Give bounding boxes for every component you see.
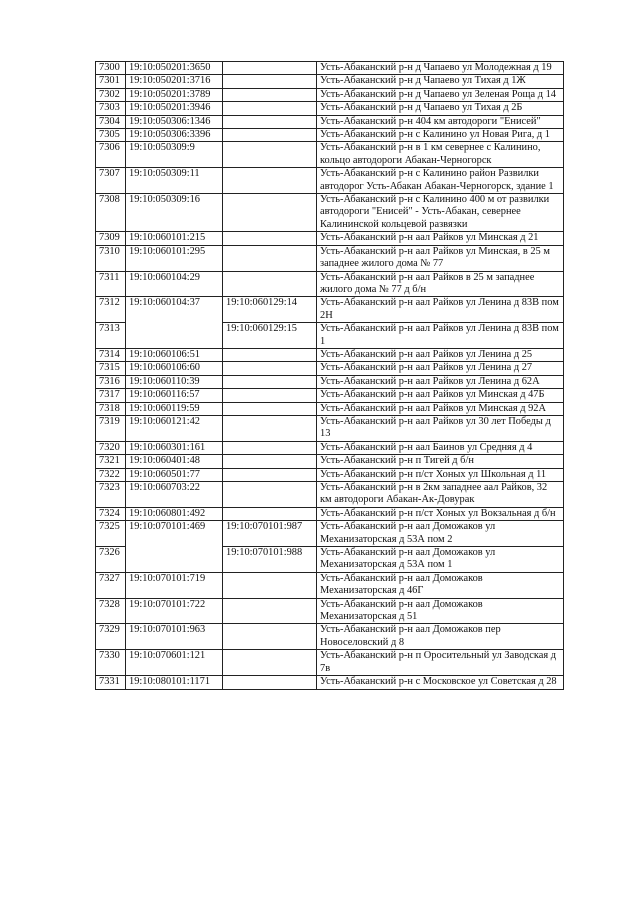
cadastral-number: 19:10:060104:37 [126, 297, 223, 349]
sub-cadastral-number [223, 168, 317, 194]
cadastral-number: 19:10:060119:59 [126, 402, 223, 415]
cadastral-number: 19:10:060101:215 [126, 232, 223, 245]
address: Усть-Абаканский р-н аал Баинов ул Средняя д 4 [317, 441, 564, 454]
row-number: 7310 [96, 245, 126, 271]
cadastral-number: 19:10:050201:3716 [126, 75, 223, 88]
table-row [96, 75, 564, 88]
registry-body [96, 62, 564, 690]
table-row [96, 402, 564, 415]
address: Усть-Абаканский р-н аал Райков ул Ленина д 83В пом 2Н [317, 297, 564, 323]
sub-cadastral-number [223, 271, 317, 297]
table-row [96, 389, 564, 402]
row-number: 7312 [96, 297, 126, 323]
sub-cadastral-number [223, 455, 317, 468]
cadastral-number: 19:10:050201:3789 [126, 88, 223, 101]
row-number: 7306 [96, 142, 126, 168]
registry-table [95, 61, 564, 690]
row-number: 7315 [96, 362, 126, 375]
row-number: 7300 [96, 62, 126, 75]
table-row [96, 468, 564, 481]
sub-cadastral-number: 19:10:070101:987 [223, 521, 317, 547]
sub-cadastral-number [223, 129, 317, 142]
sub-cadastral-number [223, 245, 317, 271]
cadastral-number: 19:10:060101:295 [126, 245, 223, 271]
table-row [96, 245, 564, 271]
sub-cadastral-number [223, 482, 317, 508]
sub-cadastral-number [223, 115, 317, 128]
address: Усть-Абаканский р-н аал Райков ул Минская, в 25 м западнее жилого дома № 77 [317, 245, 564, 271]
cadastral-number: 19:10:050201:3946 [126, 102, 223, 115]
row-number: 7325 [96, 521, 126, 547]
cadastral-number: 19:10:070101:722 [126, 598, 223, 624]
table-row [96, 88, 564, 101]
sub-cadastral-number [223, 389, 317, 402]
cadastral-number: 19:10:060104:29 [126, 271, 223, 297]
address: Усть-Абаканский р-н с Калинино район Развилки автодорог Усть-Абакан Абакан-Черногорск, здание 1 [317, 168, 564, 194]
cadastral-number: 19:10:060106:51 [126, 348, 223, 361]
sub-cadastral-number [223, 441, 317, 454]
cadastral-number: 19:10:060110:39 [126, 375, 223, 388]
address: Усть-Абаканский р-н в 2км западнее аал Райков, 32 км автодороги Абакан-Ак-Довурак [317, 482, 564, 508]
sub-cadastral-number [223, 507, 317, 520]
sub-cadastral-number [223, 468, 317, 481]
address: Усть-Абаканский р-н 404 км автодороги "Енисей" [317, 115, 564, 128]
cadastral-number: 19:10:060301:161 [126, 441, 223, 454]
cadastral-number: 19:10:070101:719 [126, 572, 223, 598]
table-row [96, 375, 564, 388]
table-row [96, 271, 564, 297]
table-row [96, 232, 564, 245]
row-number: 7324 [96, 507, 126, 520]
row-number: 7309 [96, 232, 126, 245]
address: Усть-Абаканский р-н аал Доможаков Механизаторская д 51 [317, 598, 564, 624]
address: Усть-Абаканский р-н д Чапаево ул Тихая д 2Б [317, 102, 564, 115]
address: Усть-Абаканский р-н с Калинино 400 м от развилки автодороги "Енисей" - Усть-Абакан, севернее Калининской кольцевой развязки [317, 194, 564, 232]
table-row [96, 297, 564, 323]
address: Усть-Абаканский р-н аал Райков ул 30 лет Победы д 13 [317, 415, 564, 441]
sub-cadastral-number [223, 75, 317, 88]
row-number: 7319 [96, 415, 126, 441]
cadastral-number: 19:10:060801:492 [126, 507, 223, 520]
table-row [96, 62, 564, 75]
table-row [96, 598, 564, 624]
sub-cadastral-number [223, 676, 317, 689]
sub-cadastral-number [223, 650, 317, 676]
address: Усть-Абаканский р-н д Чапаево ул Тихая д 1Ж [317, 75, 564, 88]
row-number: 7301 [96, 75, 126, 88]
cadastral-number: 19:10:060703:22 [126, 482, 223, 508]
sub-cadastral-number [223, 572, 317, 598]
row-number: 7328 [96, 598, 126, 624]
cadastral-number: 19:10:070101:963 [126, 624, 223, 650]
row-number: 7327 [96, 572, 126, 598]
row-number: 7318 [96, 402, 126, 415]
cadastral-number: 19:10:050306:1346 [126, 115, 223, 128]
sub-cadastral-number [223, 348, 317, 361]
row-number: 7308 [96, 194, 126, 232]
table-row [96, 455, 564, 468]
row-number: 7307 [96, 168, 126, 194]
sub-cadastral-number [223, 624, 317, 650]
table-row [96, 650, 564, 676]
sub-cadastral-number: 19:10:060129:14 [223, 297, 317, 323]
address: Усть-Абаканский р-н аал Доможаков Механизаторская д 46Г [317, 572, 564, 598]
address: Усть-Абаканский р-н д Чапаево ул Зеленая Роща д 14 [317, 88, 564, 101]
address: Усть-Абаканский р-н аал Райков ул Ленина д 27 [317, 362, 564, 375]
sub-cadastral-number [223, 142, 317, 168]
row-number: 7323 [96, 482, 126, 508]
address: Усть-Абаканский р-н с Калинино ул Новая Рига, д 1 [317, 129, 564, 142]
row-number: 7321 [96, 455, 126, 468]
cadastral-number: 19:10:060121:42 [126, 415, 223, 441]
address: Усть-Абаканский р-н п/ст Хоных ул Школьная д 11 [317, 468, 564, 481]
table-row [96, 168, 564, 194]
row-number: 7305 [96, 129, 126, 142]
address: Усть-Абаканский р-н п Оросительный ул Заводская д 7в [317, 650, 564, 676]
table-row [96, 624, 564, 650]
address: Усть-Абаканский р-н аал Райков в 25 м западнее жилого дома № 77 д б/н [317, 271, 564, 297]
table-row [96, 507, 564, 520]
cadastral-number: 19:10:050309:9 [126, 142, 223, 168]
address: Усть-Абаканский р-н аал Райков ул Ленина д 83В пом 1 [317, 323, 564, 349]
table-row [96, 482, 564, 508]
cadastral-number: 19:10:060106:60 [126, 362, 223, 375]
cadastral-number: 19:10:080101:1171 [126, 676, 223, 689]
cadastral-number: 19:10:050306:3396 [126, 129, 223, 142]
cadastral-number: 19:10:060401:48 [126, 455, 223, 468]
row-number: 7329 [96, 624, 126, 650]
table-row [96, 129, 564, 142]
address: Усть-Абаканский р-н аал Доможаков ул Механизаторская д 53А пом 1 [317, 547, 564, 573]
row-number: 7302 [96, 88, 126, 101]
address: Усть-Абаканский р-н аал Райков ул Минская д 92А [317, 402, 564, 415]
row-number: 7303 [96, 102, 126, 115]
sub-cadastral-number [223, 415, 317, 441]
table-row [96, 115, 564, 128]
sub-cadastral-number [223, 232, 317, 245]
sub-cadastral-number [223, 102, 317, 115]
table-row [96, 348, 564, 361]
sub-cadastral-number [223, 598, 317, 624]
table-row [96, 142, 564, 168]
address: Усть-Абаканский р-н аал Райков ул Ленина д 25 [317, 348, 564, 361]
address: Усть-Абаканский р-н аал Райков ул Минская д 47Б [317, 389, 564, 402]
sub-cadastral-number [223, 194, 317, 232]
address: Усть-Абаканский р-н п/ст Хоных ул Вокзальная д б/н [317, 507, 564, 520]
row-number: 7314 [96, 348, 126, 361]
row-number: 7320 [96, 441, 126, 454]
address: Усть-Абаканский р-н аал Райков ул Минская д 21 [317, 232, 564, 245]
sub-cadastral-number: 19:10:070101:988 [223, 547, 317, 573]
table-row [96, 194, 564, 232]
row-number: 7311 [96, 271, 126, 297]
cadastral-number: 19:10:060116:57 [126, 389, 223, 402]
table-row [96, 676, 564, 689]
row-number: 7322 [96, 468, 126, 481]
row-number: 7313 [96, 323, 126, 349]
row-number: 7330 [96, 650, 126, 676]
table-row [96, 362, 564, 375]
cadastral-number: 19:10:070101:469 [126, 521, 223, 573]
cadastral-number: 19:10:060501:77 [126, 468, 223, 481]
row-number: 7331 [96, 676, 126, 689]
table-row [96, 415, 564, 441]
address: Усть-Абаканский р-н аал Доможаков ул Механизаторская д 53А пом 2 [317, 521, 564, 547]
table-row [96, 441, 564, 454]
table-row [96, 102, 564, 115]
table-row [96, 572, 564, 598]
sub-cadastral-number: 19:10:060129:15 [223, 323, 317, 349]
sub-cadastral-number [223, 402, 317, 415]
row-number: 7304 [96, 115, 126, 128]
sub-cadastral-number [223, 375, 317, 388]
address: Усть-Абаканский р-н п Тигей д б/н [317, 455, 564, 468]
sub-cadastral-number [223, 362, 317, 375]
address: Усть-Абаканский р-н с Московское ул Советская д 28 [317, 676, 564, 689]
address: Усть-Абаканский р-н д Чапаево ул Молодежная д 19 [317, 62, 564, 75]
cadastral-number: 19:10:050309:11 [126, 168, 223, 194]
row-number: 7326 [96, 547, 126, 573]
table-row [96, 521, 564, 547]
cadastral-number: 19:10:070601:121 [126, 650, 223, 676]
address: Усть-Абаканский р-н в 1 км севернее с Калинино, кольцо автодороги Абакан-Черногорск [317, 142, 564, 168]
row-number: 7316 [96, 375, 126, 388]
row-number: 7317 [96, 389, 126, 402]
sub-cadastral-number [223, 62, 317, 75]
cadastral-number: 19:10:050201:3650 [126, 62, 223, 75]
cadastral-number: 19:10:050309:16 [126, 194, 223, 232]
sub-cadastral-number [223, 88, 317, 101]
address: Усть-Абаканский р-н аал Райков ул Ленина д 62А [317, 375, 564, 388]
address: Усть-Абаканский р-н аал Доможаков пер Новоселовский д 8 [317, 624, 564, 650]
